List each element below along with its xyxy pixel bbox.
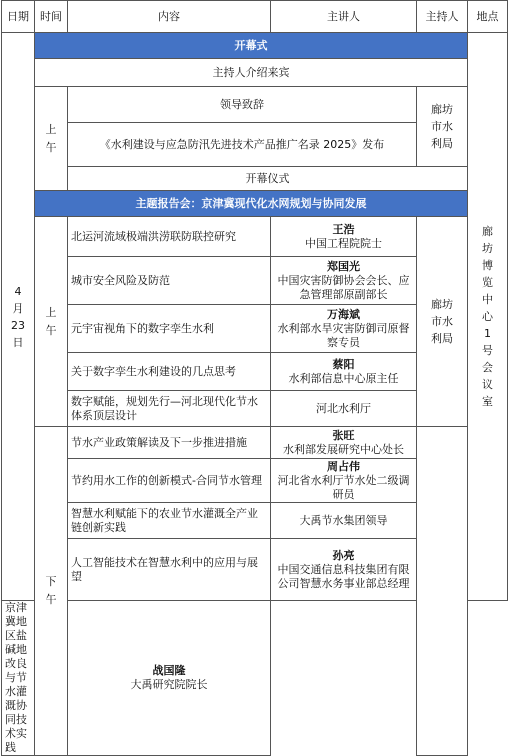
- place-text: 廊: [482, 225, 493, 238]
- time-text: 上: [45, 305, 57, 319]
- header-time: 时间: [35, 1, 68, 33]
- date-text: 月: [12, 301, 24, 315]
- topic-cell: 人工智能技术在智慧水利中的应用与展望: [68, 539, 271, 601]
- speaker-name: 万海斌: [327, 307, 360, 321]
- place-text: 议: [482, 378, 493, 391]
- speaker-name: 张旺: [332, 428, 355, 442]
- header-date: 日期: [2, 1, 35, 33]
- date-text: 4: [14, 284, 22, 298]
- place-text: 博: [482, 259, 493, 272]
- header-content: 内容: [68, 1, 271, 33]
- topic-cell: 元宇宙视角下的数字孪生水利: [68, 305, 271, 353]
- time-text: 午: [45, 323, 57, 337]
- topic-cell: 京津冀地区盐碱地改良与节水灌溉协同技术实践: [2, 601, 35, 756]
- speaker-cell: [271, 427, 417, 459]
- speaker-cell: [271, 459, 417, 503]
- speaker-cell: [271, 353, 417, 391]
- time-afternoon: [35, 427, 68, 756]
- speaker-title: 中国工程院院士: [305, 236, 382, 250]
- topic-cell: 城市安全风险及防范: [68, 257, 271, 305]
- place-text: 室: [482, 395, 493, 408]
- intro-row: 主持人介绍来宾: [35, 59, 468, 87]
- host-cell-opening: [417, 87, 468, 167]
- topic-cell: 节约用水工作的创新模式-合同节水管理: [68, 459, 271, 503]
- speaker-title: 中国灾害防御协会会长、应急管理部原副部长: [277, 273, 410, 301]
- speaker-title: 大禹节水集团领导: [299, 513, 388, 527]
- speaker-name: 周占伟: [327, 459, 360, 473]
- speaker-cell: [271, 503, 417, 539]
- place-text: 会: [482, 361, 493, 374]
- speaker-name: 王浩: [332, 222, 355, 236]
- header-row: [2, 1, 508, 33]
- host-text: 市水: [431, 315, 453, 328]
- place-text: 心: [482, 310, 493, 323]
- header-speaker: 主讲人: [271, 1, 417, 33]
- place-text: 号: [482, 344, 493, 357]
- speaker-cell: [271, 305, 417, 353]
- speaker-cell: [271, 539, 417, 601]
- section-title-report: 主题报告会：京津冀现代化水网规划与协同发展: [35, 191, 468, 217]
- time-morning-opening: [35, 87, 68, 191]
- host-text: 廊坊: [431, 103, 453, 116]
- host-cell-report: [417, 217, 468, 427]
- topic-cell: 节水产业政策解读及下一步推进措施: [68, 427, 271, 459]
- item-leader-speech: 领导致辞: [68, 87, 417, 123]
- speaker-title: 中国交通信息科技集团有限公司智慧水务事业部总经理: [277, 562, 410, 590]
- place-text: 1: [484, 327, 491, 340]
- host-text: 廊坊: [431, 298, 453, 311]
- header-place: 地点: [468, 1, 508, 33]
- topic-cell: 北运河流域极端洪涝联防联控研究: [68, 217, 271, 257]
- speaker-title: 河北水利厅: [316, 401, 371, 415]
- time-text: 午: [45, 140, 57, 154]
- date-text: 23: [11, 318, 25, 332]
- host-text: 利局: [431, 137, 453, 150]
- speaker-cell: [271, 257, 417, 305]
- speaker-title: 大禹研究院院长: [130, 678, 208, 691]
- speaker-title: 水利部发展研究中心处长: [283, 442, 404, 456]
- speaker-name: 郑国光: [327, 259, 360, 273]
- time-morning-report: [35, 217, 68, 427]
- time-text: 午: [45, 593, 57, 606]
- host-cell-afternoon: [417, 427, 468, 756]
- speaker-name: 战国隆: [152, 664, 186, 677]
- item-catalog-release: 《水利建设与应急防汛先进技术产品推广名录 2025》发布: [68, 123, 417, 167]
- speaker-cell: [271, 391, 417, 427]
- speaker-title: 河北省水利厅节水处二级调研员: [277, 473, 410, 501]
- speaker-name: 蔡阳: [332, 357, 355, 371]
- topic-cell: 关于数字孪生水利建设的几点思考: [68, 353, 271, 391]
- date-cell: [2, 33, 35, 601]
- time-text: 下: [45, 575, 57, 588]
- topic-cell: 智慧水利赋能下的农业节水灌溉全产业链创新实践: [68, 503, 271, 539]
- speaker-name: 孙亮: [332, 548, 355, 562]
- section-title-opening: 开幕式: [35, 33, 468, 59]
- host-text: 利局: [431, 332, 453, 345]
- speaker-cell: [68, 601, 271, 756]
- item-opening-ceremony: 开幕仪式: [68, 167, 468, 191]
- header-host: 主持人: [417, 1, 468, 33]
- speaker-title: 水利部信息中心原主任: [288, 371, 399, 385]
- speaker-cell: [271, 217, 417, 257]
- host-text: 市水: [431, 120, 453, 133]
- place-text: 坊: [482, 242, 493, 255]
- place-text: 览: [482, 276, 493, 289]
- date-text: 日: [12, 335, 24, 349]
- time-text: 上: [45, 122, 57, 136]
- place-text: 中: [482, 293, 493, 306]
- speaker-title: 水利部水旱灾害防御司原督察专员: [277, 321, 410, 349]
- schedule-table: [1, 0, 508, 756]
- place-cell: [468, 33, 508, 601]
- topic-cell: 数字赋能，规划先行—河北现代化节水体系顶层设计: [68, 391, 271, 427]
